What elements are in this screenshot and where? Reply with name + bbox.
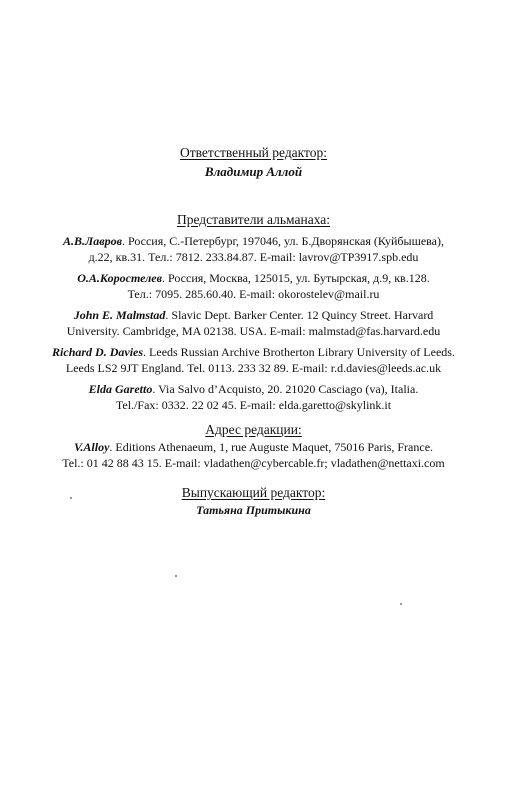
representatives-list [0,234,507,413]
editorial-address-contact: Tel.: 01 42 88 43 15. E-mail: vladathen@cybercable.fr; vladathen@nettaxi.com [62,455,445,470]
editorial-address-name: V.Alloy [73,440,110,454]
representative-name: О.А.Коростелев [77,271,162,285]
representative-address: . Via Salvo d’Acquisto, 20. 21020 Casciago (va), Italia. [152,382,419,396]
representative-contact: Tel./Fax: 0332. 22 02 45. E-mail: elda.garetto@skylink.it [115,397,392,412]
managing-editor-section [0,484,507,519]
representative-contact: Тел.: 7095. 285.60.40. E-mail: okorostelev@mail.ru [127,286,380,301]
representative-address: . Россия, С.-Петербург, 197046, ул. Б.Дворянская (Куйбышева), [121,234,444,248]
representatives-heading: Представители альманаха: [176,212,331,227]
representative-name: Richard D. Davies [52,345,144,359]
representative-entry [0,308,507,339]
representative-entry [0,382,507,413]
representative-entry [0,345,507,376]
editorial-address-heading: Адрес редакции: [205,422,302,437]
representative-name: John E. Malmstad [73,308,166,322]
editorial-address-entry [0,440,507,471]
representatives-section [0,211,507,413]
responsible-editor-name: Владимир Аллой [204,164,303,179]
responsible-editor-heading: Ответственный редактор: [179,145,328,160]
scan-speck [400,603,402,605]
representative-contact: Leeds LS2 9JT England. Tel. 0113. 233 32 89. E-mail: r.d.davies@leeds.ac.uk [65,360,442,375]
representative-name: Elda Garetto [88,382,153,396]
representative-address: . Россия, Москва, 125015, ул. Бутырская, д.9, кв.128. [162,271,430,285]
representative-address: . Leeds Russian Archive Brotherton Library University of Leeds. [143,345,455,359]
representative-contact: University. Cambridge, MA 02138. USA. E-mail: malmstad@fas.harvard.edu [66,323,441,338]
representative-address: . Slavic Dept. Barker Center. 12 Quincy Street. Harvard [165,308,434,322]
managing-editor-heading: Выпускающий редактор: [181,485,326,500]
scan-speck [70,497,72,499]
managing-editor-name: Татьяна Притыкина [196,503,311,517]
representative-name: А.В.Лавров [63,234,122,248]
representative-contact: д.22, кв.31. Тел.: 7812. 233.84.87. E-mail: lavrov@TP3917.spb.edu [88,249,419,264]
scan-speck [175,575,177,577]
representative-entry [0,234,507,265]
editorial-address-line: . Editions Athenaeum, 1, rue Auguste Maquet, 75016 Paris, France. [109,440,434,454]
responsible-editor-section [0,144,507,180]
representative-entry [0,271,507,302]
editorial-address-section [0,421,507,471]
